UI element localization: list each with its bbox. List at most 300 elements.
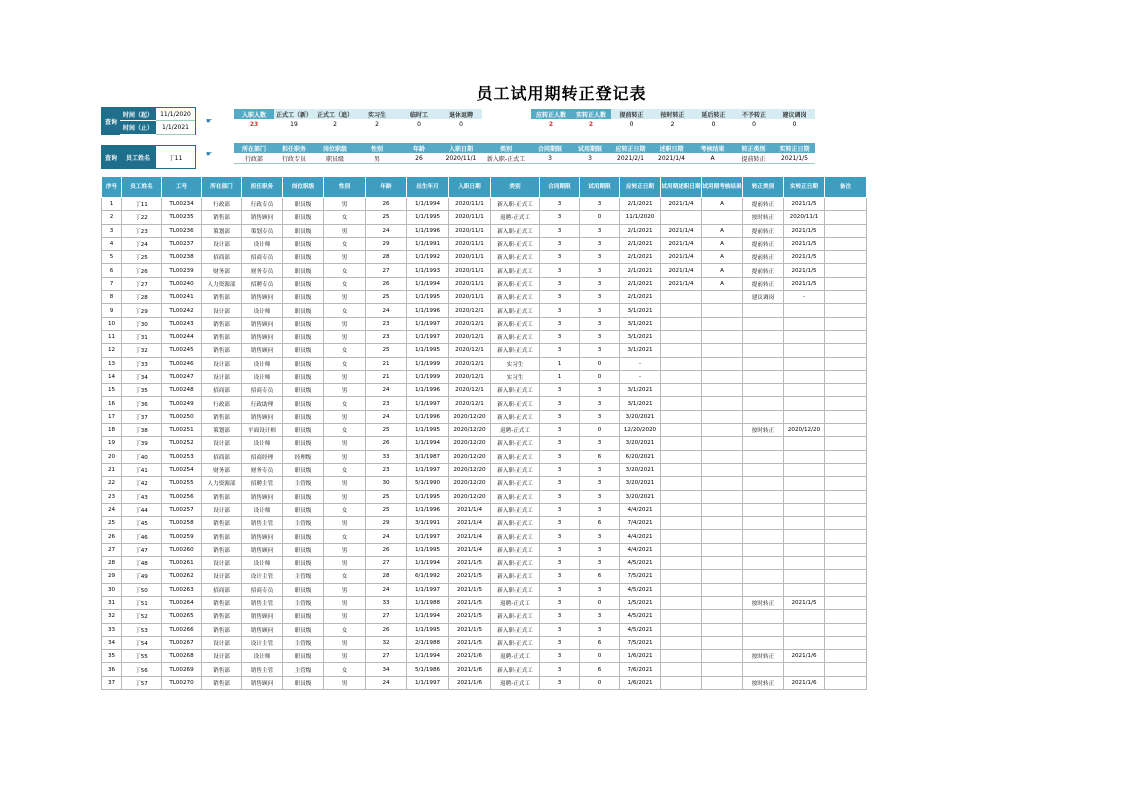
table-cell[interactable] [661, 304, 702, 317]
table-cell[interactable]: 女 [324, 424, 366, 437]
table-cell[interactable] [661, 477, 702, 490]
table-cell[interactable]: 3 [580, 277, 620, 290]
table-cell[interactable]: 丁26 [122, 264, 162, 277]
table-cell[interactable] [825, 557, 867, 570]
table-cell[interactable]: 新入职-正式工 [491, 623, 540, 636]
table-cell[interactable]: 2020/12/1 [449, 304, 491, 317]
table-cell[interactable] [743, 397, 784, 410]
table-cell[interactable]: 女 [324, 357, 366, 370]
table-cell[interactable]: 丁33 [122, 357, 162, 370]
table-cell[interactable]: 设计师 [242, 503, 283, 516]
table-cell[interactable]: 财务部 [202, 264, 242, 277]
table-cell[interactable]: 职员级 [283, 583, 324, 596]
table-cell[interactable]: 丁52 [122, 610, 162, 623]
table-cell[interactable]: 2021/1/5 [784, 251, 825, 264]
column-header[interactable]: 序号 [102, 177, 122, 198]
table-row[interactable] [102, 477, 867, 490]
table-cell[interactable]: 2020/12/1 [449, 370, 491, 383]
table-cell[interactable]: 男 [324, 676, 366, 689]
table-cell[interactable] [661, 557, 702, 570]
table-cell[interactable]: 丁34 [122, 370, 162, 383]
table-cell[interactable]: 新入职-正式工 [491, 583, 540, 596]
table-cell[interactable]: 2020/12/20 [449, 463, 491, 476]
table-cell[interactable]: 丁24 [122, 237, 162, 250]
table-cell[interactable] [743, 330, 784, 343]
table-cell[interactable]: 2020/12/1 [449, 330, 491, 343]
table-cell[interactable] [825, 650, 867, 663]
table-cell[interactable]: 26 [366, 198, 407, 211]
table-cell[interactable]: 招商专员 [242, 384, 283, 397]
table-cell[interactable]: 按时转正 [743, 676, 784, 689]
table-cell[interactable] [702, 211, 743, 224]
table-cell[interactable]: 1/6/2021 [620, 650, 661, 663]
table-row[interactable] [102, 344, 867, 357]
table-cell[interactable]: 1/1/1995 [407, 424, 449, 437]
table-cell[interactable]: 3 [540, 477, 580, 490]
table-cell[interactable]: 丁38 [122, 424, 162, 437]
table-cell[interactable]: 0 [580, 650, 620, 663]
table-cell[interactable] [784, 503, 825, 516]
table-cell[interactable]: 销售顾问 [242, 211, 283, 224]
table-cell[interactable] [702, 477, 743, 490]
table-cell[interactable]: 25 [366, 490, 407, 503]
table-cell[interactable]: 21 [102, 463, 122, 476]
table-cell[interactable]: 2021/1/5 [784, 198, 825, 211]
table-cell[interactable]: 男 [324, 251, 366, 264]
table-cell[interactable]: 男 [324, 450, 366, 463]
table-cell[interactable]: 34 [366, 663, 407, 676]
table-row[interactable] [102, 650, 867, 663]
table-cell[interactable]: 3 [540, 663, 580, 676]
table-cell[interactable]: 3 [580, 344, 620, 357]
table-cell[interactable]: 财务专员 [242, 463, 283, 476]
table-cell[interactable]: 1/1/1994 [407, 277, 449, 290]
table-cell[interactable]: 招商部 [202, 251, 242, 264]
table-cell[interactable]: TL00255 [162, 477, 202, 490]
table-cell[interactable]: 新入职-正式工 [491, 198, 540, 211]
table-row[interactable] [102, 224, 867, 237]
table-cell[interactable]: 3/1/2021 [620, 317, 661, 330]
table-cell[interactable] [784, 557, 825, 570]
table-cell[interactable] [784, 517, 825, 530]
table-cell[interactable]: 2021/1/4 [661, 264, 702, 277]
table-cell[interactable]: 24 [366, 224, 407, 237]
table-cell[interactable] [784, 610, 825, 623]
table-row[interactable] [102, 277, 867, 290]
table-cell[interactable] [743, 384, 784, 397]
table-cell[interactable]: 销售顾问 [242, 330, 283, 343]
table-cell[interactable]: 4/4/2021 [620, 543, 661, 556]
table-row[interactable] [102, 410, 867, 423]
table-cell[interactable]: 销售部 [202, 410, 242, 423]
table-cell[interactable]: 3 [580, 251, 620, 264]
table-cell[interactable]: 2021/1/4 [661, 198, 702, 211]
table-cell[interactable]: 职员级 [283, 317, 324, 330]
table-cell[interactable] [661, 344, 702, 357]
table-cell[interactable] [661, 596, 702, 609]
column-header[interactable]: 实转正日期 [784, 177, 825, 198]
table-cell[interactable]: 1/1/1994 [407, 437, 449, 450]
table-cell[interactable]: 1/1/1997 [407, 317, 449, 330]
table-cell[interactable]: 3 [580, 530, 620, 543]
table-cell[interactable] [825, 237, 867, 250]
table-cell[interactable] [784, 543, 825, 556]
table-cell[interactable]: 丁57 [122, 676, 162, 689]
table-cell[interactable]: 1/1/1994 [407, 610, 449, 623]
table-row[interactable] [102, 490, 867, 503]
table-cell[interactable]: TL00251 [162, 424, 202, 437]
table-cell[interactable]: 11/1/2020 [620, 211, 661, 224]
table-cell[interactable]: 2020/12/1 [449, 344, 491, 357]
table-cell[interactable]: A [702, 198, 743, 211]
table-cell[interactable]: 设计部 [202, 437, 242, 450]
table-cell[interactable] [784, 463, 825, 476]
table-cell[interactable]: 6/20/2021 [620, 450, 661, 463]
table-cell[interactable]: 27 [366, 650, 407, 663]
table-row[interactable] [102, 517, 867, 530]
table-cell[interactable]: 4/4/2021 [620, 530, 661, 543]
table-cell[interactable]: 策划部 [202, 424, 242, 437]
table-cell[interactable]: 设计师 [242, 304, 283, 317]
table-cell[interactable]: TL00239 [162, 264, 202, 277]
table-cell[interactable]: 按时转正 [743, 650, 784, 663]
table-cell[interactable]: 丁53 [122, 623, 162, 636]
table-cell[interactable]: 主管级 [283, 517, 324, 530]
table-cell[interactable]: 主管级 [283, 570, 324, 583]
table-cell[interactable]: 按时转正 [743, 596, 784, 609]
table-cell[interactable]: 销售顾问 [242, 623, 283, 636]
table-cell[interactable] [702, 583, 743, 596]
table-cell[interactable]: 7/5/2021 [620, 570, 661, 583]
table-cell[interactable] [825, 596, 867, 609]
table-cell[interactable]: 24 [366, 304, 407, 317]
table-cell[interactable]: 1/5/2021 [620, 596, 661, 609]
table-cell[interactable] [661, 291, 702, 304]
table-cell[interactable]: 25 [102, 517, 122, 530]
table-cell[interactable]: 新入职-正式工 [491, 291, 540, 304]
table-cell[interactable] [743, 304, 784, 317]
table-cell[interactable]: 2021/1/4 [449, 517, 491, 530]
column-header[interactable]: 试用期考核结果 [702, 177, 743, 198]
table-cell[interactable] [825, 477, 867, 490]
table-cell[interactable]: 丁27 [122, 277, 162, 290]
table-cell[interactable]: 2020/12/20 [449, 450, 491, 463]
table-cell[interactable]: 3 [580, 610, 620, 623]
table-cell[interactable]: 男 [324, 317, 366, 330]
table-cell[interactable]: 返聘-正式工 [491, 650, 540, 663]
table-cell[interactable] [784, 450, 825, 463]
table-cell[interactable]: 3 [540, 610, 580, 623]
table-cell[interactable] [784, 636, 825, 649]
table-cell[interactable] [702, 450, 743, 463]
table-cell[interactable]: 丁35 [122, 384, 162, 397]
table-cell[interactable]: 22 [102, 477, 122, 490]
table-cell[interactable]: 2020/12/20 [784, 424, 825, 437]
table-cell[interactable]: 设计师 [242, 650, 283, 663]
table-cell[interactable]: 销售顾问 [242, 410, 283, 423]
table-row[interactable] [102, 596, 867, 609]
table-cell[interactable]: 3/20/2021 [620, 490, 661, 503]
column-header[interactable]: 年龄 [366, 177, 407, 198]
table-cell[interactable] [743, 477, 784, 490]
table-cell[interactable]: A [702, 251, 743, 264]
table-cell[interactable]: 销售部 [202, 490, 242, 503]
table-cell[interactable]: 设计主管 [242, 570, 283, 583]
table-cell[interactable]: 男 [324, 384, 366, 397]
table-cell[interactable] [702, 490, 743, 503]
table-cell[interactable]: 销售顾问 [242, 610, 283, 623]
table-cell[interactable]: 新入职-正式工 [491, 317, 540, 330]
table-cell[interactable]: 新入职-正式工 [491, 557, 540, 570]
table-cell[interactable]: 丁31 [122, 330, 162, 343]
table-cell[interactable]: TL00243 [162, 317, 202, 330]
table-cell[interactable]: 3 [540, 543, 580, 556]
table-cell[interactable]: 职员级 [283, 650, 324, 663]
table-cell[interactable]: 2020/11/1 [449, 224, 491, 237]
table-cell[interactable]: 3 [540, 384, 580, 397]
table-cell[interactable] [825, 397, 867, 410]
column-header[interactable]: 入职日期 [449, 177, 491, 198]
table-cell[interactable]: 男 [324, 477, 366, 490]
table-cell[interactable]: 3 [580, 477, 620, 490]
table-cell[interactable]: 按时转正 [743, 424, 784, 437]
table-cell[interactable]: 3 [540, 424, 580, 437]
table-cell[interactable]: 设计主管 [242, 636, 283, 649]
table-cell[interactable]: 主管级 [283, 636, 324, 649]
table-cell[interactable]: 28 [102, 557, 122, 570]
table-cell[interactable]: TL00269 [162, 663, 202, 676]
table-cell[interactable]: 2/1/2021 [620, 198, 661, 211]
table-cell[interactable]: 设计部 [202, 570, 242, 583]
table-cell[interactable]: 男 [324, 291, 366, 304]
table-cell[interactable]: 3 [540, 237, 580, 250]
table-cell[interactable]: 男 [324, 370, 366, 383]
table-cell[interactable]: 3 [580, 198, 620, 211]
table-cell[interactable]: 0 [580, 357, 620, 370]
table-cell[interactable]: 13 [102, 357, 122, 370]
table-cell[interactable]: 职员级 [283, 370, 324, 383]
table-cell[interactable]: 设计师 [242, 237, 283, 250]
table-cell[interactable]: 职员级 [283, 543, 324, 556]
table-cell[interactable]: 行政专员 [242, 198, 283, 211]
table-cell[interactable]: 24 [366, 410, 407, 423]
table-cell[interactable]: 3 [580, 490, 620, 503]
end-date-input[interactable]: 1/1/2021 [156, 121, 195, 135]
table-cell[interactable]: 3/20/2021 [620, 463, 661, 476]
table-row[interactable] [102, 357, 867, 370]
table-cell[interactable]: 1/1/1994 [407, 557, 449, 570]
table-cell[interactable]: 3 [580, 463, 620, 476]
table-cell[interactable]: 丁42 [122, 477, 162, 490]
table-cell[interactable]: 4/5/2021 [620, 610, 661, 623]
table-cell[interactable]: 职员级 [283, 277, 324, 290]
table-cell[interactable]: 新入职-正式工 [491, 663, 540, 676]
table-cell[interactable]: 3/1/2021 [620, 384, 661, 397]
table-cell[interactable] [784, 397, 825, 410]
table-cell[interactable]: 平面设计师 [242, 424, 283, 437]
table-cell[interactable] [661, 317, 702, 330]
table-cell[interactable]: 2020/11/1 [449, 237, 491, 250]
table-row[interactable] [102, 304, 867, 317]
table-cell[interactable]: 招商部 [202, 583, 242, 596]
table-cell[interactable]: 经理级 [283, 450, 324, 463]
table-cell[interactable]: TL00244 [162, 330, 202, 343]
table-cell[interactable]: 3/1/2021 [620, 397, 661, 410]
table-cell[interactable]: TL00268 [162, 650, 202, 663]
table-cell[interactable]: TL00237 [162, 237, 202, 250]
table-cell[interactable]: 行政部 [202, 397, 242, 410]
table-cell[interactable]: 3/20/2021 [620, 410, 661, 423]
table-cell[interactable] [702, 330, 743, 343]
table-cell[interactable]: 1/1/1994 [407, 198, 449, 211]
column-header[interactable]: 岗位职级 [283, 177, 324, 198]
table-cell[interactable] [661, 650, 702, 663]
table-row[interactable] [102, 198, 867, 211]
table-cell[interactable] [661, 610, 702, 623]
table-cell[interactable]: 5/1/1986 [407, 663, 449, 676]
table-cell[interactable]: 1/1/1988 [407, 596, 449, 609]
table-cell[interactable]: 新入职-正式工 [491, 410, 540, 423]
table-cell[interactable]: 3 [580, 397, 620, 410]
table-cell[interactable] [825, 503, 867, 516]
table-cell[interactable]: TL00264 [162, 596, 202, 609]
table-cell[interactable]: 3 [580, 384, 620, 397]
table-cell[interactable]: 新入职-正式工 [491, 610, 540, 623]
table-cell[interactable]: 3 [540, 410, 580, 423]
table-cell[interactable]: 丁54 [122, 636, 162, 649]
table-cell[interactable]: 提前转正 [743, 264, 784, 277]
table-cell[interactable]: 女 [324, 570, 366, 583]
table-cell[interactable]: 丁37 [122, 410, 162, 423]
table-row[interactable] [102, 437, 867, 450]
table-cell[interactable] [661, 503, 702, 516]
table-row[interactable] [102, 291, 867, 304]
table-cell[interactable] [743, 517, 784, 530]
column-header[interactable]: 备注 [825, 177, 867, 198]
table-cell[interactable]: 12/20/2020 [620, 424, 661, 437]
table-cell[interactable]: 1/1/1999 [407, 357, 449, 370]
table-cell[interactable]: 提前转正 [743, 224, 784, 237]
table-cell[interactable]: 1/6/2021 [620, 676, 661, 689]
table-cell[interactable]: 3 [540, 530, 580, 543]
table-cell[interactable]: 2020/12/1 [449, 357, 491, 370]
table-cell[interactable]: 2/1/1988 [407, 636, 449, 649]
table-cell[interactable]: 9 [102, 304, 122, 317]
table-cell[interactable]: 2020/12/20 [449, 410, 491, 423]
table-cell[interactable]: 2021/1/5 [449, 636, 491, 649]
table-cell[interactable]: 3 [580, 317, 620, 330]
table-cell[interactable]: TL00234 [162, 198, 202, 211]
table-cell[interactable] [702, 410, 743, 423]
table-row[interactable] [102, 623, 867, 636]
table-cell[interactable]: TL00242 [162, 304, 202, 317]
table-row[interactable] [102, 503, 867, 516]
table-cell[interactable]: 1/1/1996 [407, 304, 449, 317]
table-cell[interactable] [702, 623, 743, 636]
table-cell[interactable] [743, 557, 784, 570]
table-cell[interactable]: 职员级 [283, 676, 324, 689]
table-cell[interactable] [784, 304, 825, 317]
table-cell[interactable]: 职员级 [283, 264, 324, 277]
table-cell[interactable] [825, 636, 867, 649]
table-cell[interactable]: 1/1/1999 [407, 370, 449, 383]
table-cell[interactable]: 6 [580, 663, 620, 676]
table-cell[interactable]: TL00267 [162, 636, 202, 649]
table-cell[interactable] [825, 211, 867, 224]
table-cell[interactable]: 2020/11/1 [449, 277, 491, 290]
table-cell[interactable]: TL00261 [162, 557, 202, 570]
table-cell[interactable] [661, 384, 702, 397]
table-cell[interactable]: 23 [366, 317, 407, 330]
table-cell[interactable]: A [702, 237, 743, 250]
table-cell[interactable]: 男 [324, 490, 366, 503]
table-cell[interactable]: 8 [102, 291, 122, 304]
table-cell[interactable]: 销售部 [202, 610, 242, 623]
table-row[interactable] [102, 530, 867, 543]
table-cell[interactable]: 新入职-正式工 [491, 543, 540, 556]
column-header[interactable]: 担任职务 [242, 177, 283, 198]
table-cell[interactable] [784, 583, 825, 596]
table-cell[interactable]: 3 [580, 410, 620, 423]
table-cell[interactable]: 新入职-正式工 [491, 503, 540, 516]
table-cell[interactable]: 2021/1/5 [784, 264, 825, 277]
table-cell[interactable]: 0 [580, 596, 620, 609]
table-cell[interactable]: 1/1/1997 [407, 463, 449, 476]
table-cell[interactable]: 5 [102, 251, 122, 264]
table-cell[interactable]: 提前转正 [743, 277, 784, 290]
table-cell[interactable]: 设计师 [242, 557, 283, 570]
table-cell[interactable]: 3 [540, 596, 580, 609]
table-cell[interactable]: 27 [102, 543, 122, 556]
table-cell[interactable] [825, 304, 867, 317]
table-cell[interactable]: 1/1/1995 [407, 211, 449, 224]
column-header[interactable]: 出生年月 [407, 177, 449, 198]
table-cell[interactable]: 丁22 [122, 211, 162, 224]
table-cell[interactable] [661, 450, 702, 463]
table-cell[interactable]: 女 [324, 663, 366, 676]
table-cell[interactable] [825, 517, 867, 530]
table-cell[interactable]: 设计部 [202, 636, 242, 649]
table-cell[interactable]: TL00258 [162, 517, 202, 530]
table-cell[interactable]: 2021/1/5 [784, 224, 825, 237]
table-cell[interactable]: 男 [324, 224, 366, 237]
table-cell[interactable] [743, 503, 784, 516]
table-cell[interactable]: 1/1/1997 [407, 530, 449, 543]
table-cell[interactable] [743, 610, 784, 623]
table-cell[interactable]: 新入职-正式工 [491, 237, 540, 250]
table-cell[interactable]: 男 [324, 437, 366, 450]
table-cell[interactable]: 0 [580, 211, 620, 224]
table-cell[interactable]: 职员级 [283, 237, 324, 250]
table-cell[interactable]: 新入职-正式工 [491, 330, 540, 343]
table-cell[interactable]: 27 [366, 264, 407, 277]
table-cell[interactable]: 4/5/2021 [620, 623, 661, 636]
column-header[interactable]: 员工姓名 [122, 177, 162, 198]
table-row[interactable] [102, 317, 867, 330]
table-cell[interactable]: TL00254 [162, 463, 202, 476]
table-cell[interactable] [661, 424, 702, 437]
table-cell[interactable]: 职员级 [283, 344, 324, 357]
table-cell[interactable]: 丁46 [122, 530, 162, 543]
table-cell[interactable] [702, 530, 743, 543]
table-cell[interactable]: - [620, 370, 661, 383]
table-cell[interactable] [661, 570, 702, 583]
table-cell[interactable]: 0 [580, 370, 620, 383]
table-cell[interactable]: 26 [366, 437, 407, 450]
table-cell[interactable]: 丁49 [122, 570, 162, 583]
table-cell[interactable]: 25 [366, 211, 407, 224]
table-cell[interactable]: 3 [540, 277, 580, 290]
